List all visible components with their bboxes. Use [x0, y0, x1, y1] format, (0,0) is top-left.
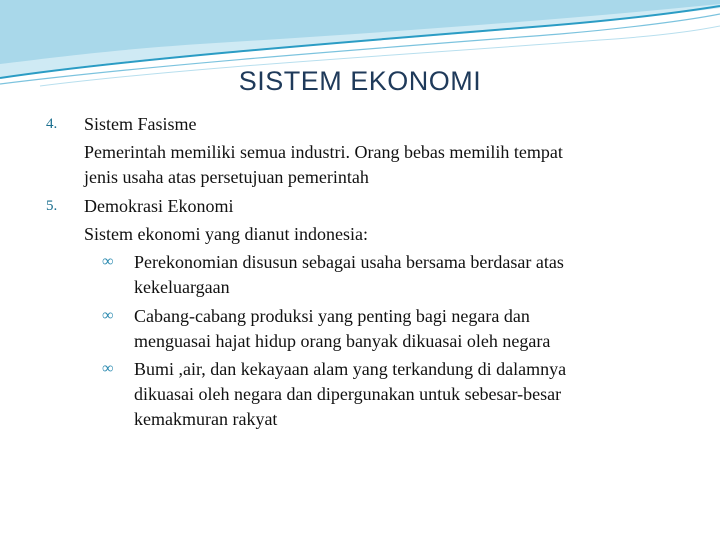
infinity-bullet-icon: ∞ [102, 307, 114, 324]
item-number: 5. [46, 198, 58, 214]
sub-bullet-line: Bumi ,air, dan kekayaan alam yang terkandung di dalamnya [134, 359, 567, 379]
item-heading: Sistem Fasisme [84, 114, 197, 134]
item-body-line: Sistem ekonomi yang dianut indonesia: [84, 224, 368, 244]
slide-title: SISTEM EKONOMI [238, 66, 482, 96]
infinity-bullet-icon: ∞ [102, 253, 114, 270]
sub-bullet-line: kemakmuran rakyat [134, 409, 278, 429]
sub-bullet-line: menguasai hajat hidup orang banyak dikuasai oleh negara [134, 331, 551, 351]
item-body-line: Pemerintah memiliki semua industri. Orang bebas memilih tempat [84, 142, 563, 162]
infinity-bullet-icon: ∞ [102, 360, 114, 377]
item-body-line: jenis usaha atas persetujuan pemerintah [84, 167, 369, 187]
item-heading: Demokrasi Ekonomi [84, 196, 234, 216]
item-number: 4. [46, 116, 58, 132]
sub-bullet-line: Cabang-cabang produksi yang penting bagi negara dan [134, 306, 530, 326]
sub-bullet-line: kekeluargaan [134, 277, 230, 297]
sub-bullet-line: Perekonomian disusun sebagai usaha bersama berdasar atas [134, 252, 564, 272]
sub-bullet-line: dikuasai oleh negara dan dipergunakan untuk sebesar-besar [134, 384, 562, 404]
